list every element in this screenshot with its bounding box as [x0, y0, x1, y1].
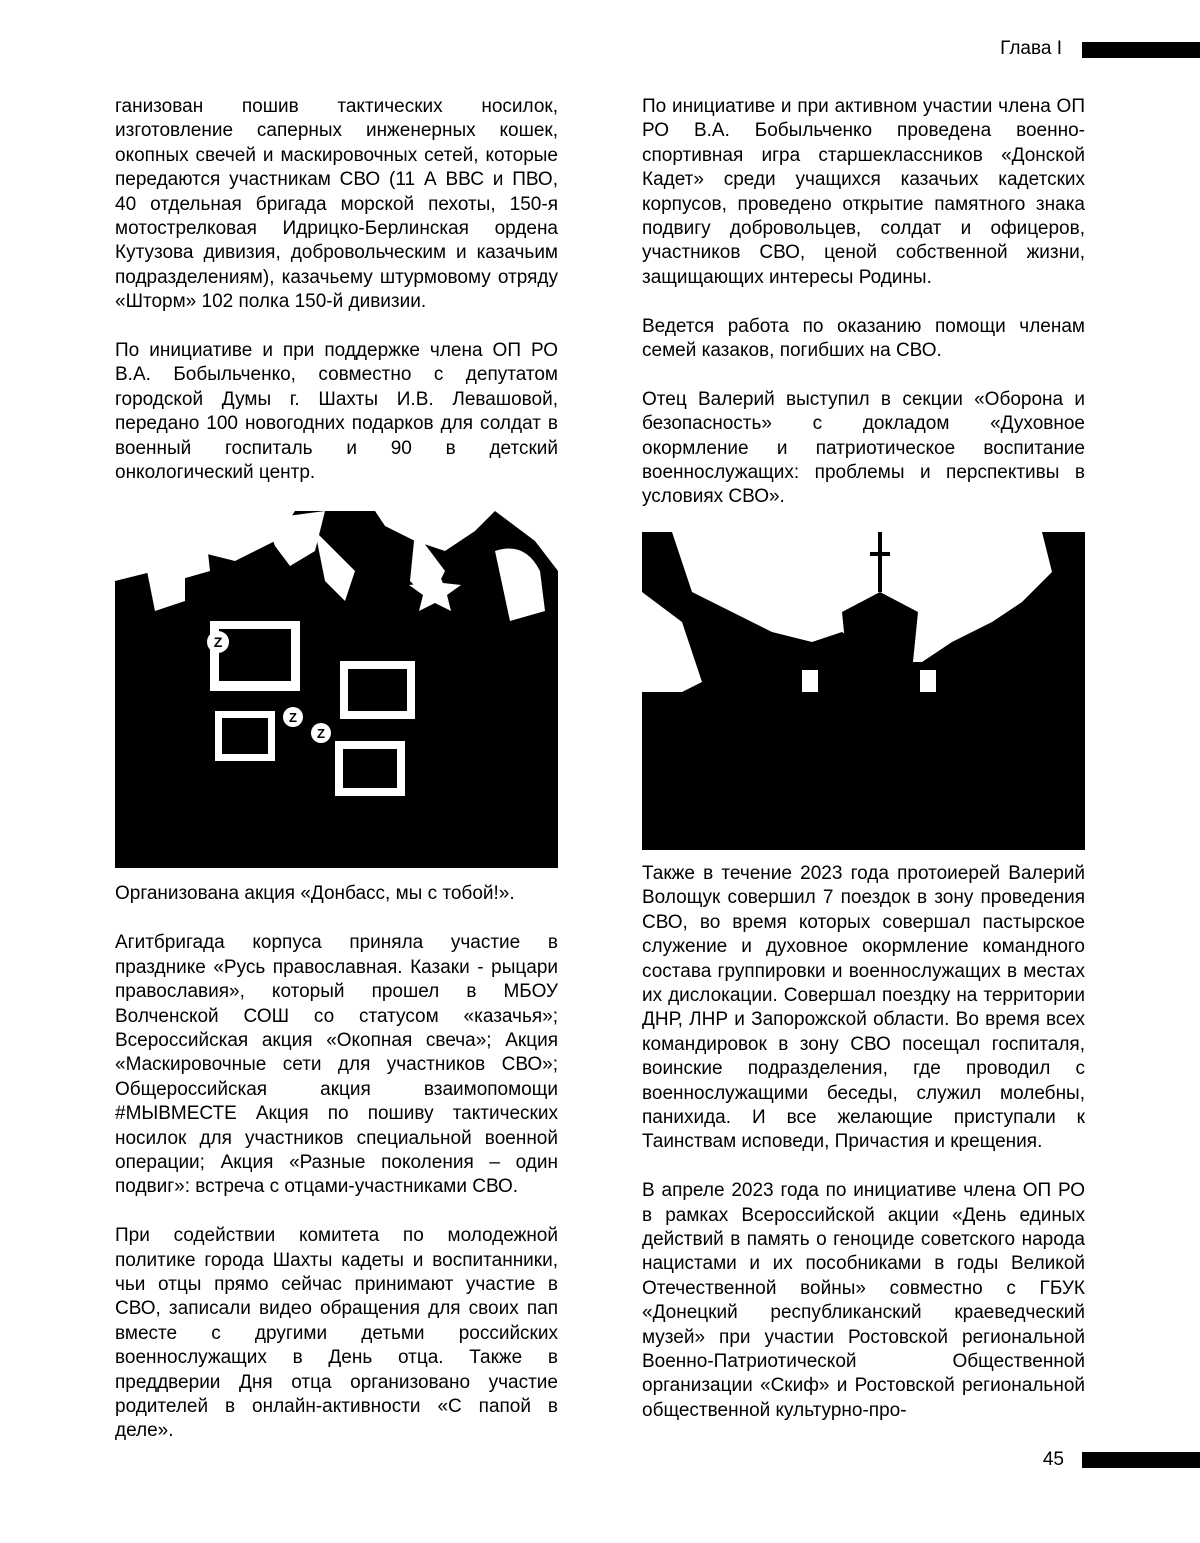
paragraph: По инициативе и при активном участии члена ОП РО В.А. Бобыльченко проведена военно-спортивная игра старшеклассников «Донской Кадет» среди учащихся казачьих кадетских корпусов, проведено открытие памятного знака подвигу добровольцев, солдат и офицеров, участников СВО, ценой собственной жизни, защищающих интересы Родины. [642, 96, 1085, 288]
paragraph: Ведется работа по оказанию помощи членам семей казаков, погибших на СВО. [642, 315, 1085, 362]
page-number: 45 [1042, 1449, 1064, 1470]
photo-caption: Организована акция «Донбасс, мы с тобой!». [115, 883, 515, 905]
paragraph: Агитбригада корпуса приняла участие в празднике «Русь православная. Казаки - рыцари православия», который прошел в МБОУ Волченской СОШ со статусом «казачья»; Всероссийская акция «Окопная свеча»; Акция «Маскировочные сети для участников СВО»; Общероссийская акция взаимопомощи #МЫВМЕСТЕ Акция по пошиву тактических носилок для участников специальной военной операции; Акция «Разные поколения – один подвиг»: встреча с отцами-участниками СВО. [115, 932, 558, 1198]
photo-donbass-action [115, 511, 558, 868]
paragraph: ганизован пошив тактических носилок, изготовление саперных инженерных кошек, окопных свечей и маскировочных сетей, которые передаются участникам СВО (11 А ВВС и ПВО, 40 отдельная бригада морской пехоты, 150-я мотострелковая Идрицко-Берлинская ордена Кутузова дивизия, добровольческим и казачьим подразделениям), казачьему штурмовому отряду «Шторм» 102 полка 150-й дивизии. [115, 96, 558, 313]
photo-memorial-ceremony-image [642, 532, 1085, 850]
chapter-label: Глава I [1000, 38, 1062, 59]
photo-donbass-action-image [115, 511, 558, 868]
z-badge: Z [213, 634, 223, 651]
paragraph: Также в течение 2023 года протоиерей Валерий Волощук совершил 7 поездок в зону проведения СВО, во время которых совершал пастырское служение и духовное окормление командного состава группировки и военнослужащих в местах их дислокации. Совершал поездку на территории ДНР, ЛНР и Запорожской области. Во время всех командировок в зону СВО посещал госпиталя, воинские подразделения, где проводил с военнослужащими беседы, служил молебны, панихида. И все желающие приступали к Таинствам исповеди, Причастия и крещения. [642, 862, 1085, 1153]
photo-memorial-ceremony [642, 532, 1085, 850]
footer-bar [1082, 1452, 1200, 1468]
left-column [115, 95, 558, 1444]
paragraph: Отец Валерий выступил в секции «Оборона и безопасность» с докладом «Духовное окормление и патриотическое воспитание военнослужащих: проблемы и перспективы в условиях СВО». [642, 388, 1085, 508]
right-column [642, 95, 1085, 1423]
header-bar [1082, 42, 1200, 58]
paragraph: В апреле 2023 года по инициативе члена ОП РО в рамках Всероссийской акции «День единых действий в память о геноциде советского народа нацистами и их пособниками в годы Великой Отечественной войны» совместно с ГБУК «Донецкий республиканский краеведческий музей» при участии Ростовской региональной Военно-Патриотической Общественной организации «Скиф» и Ростовской региональной общественной культурно-про- [642, 1180, 1085, 1421]
z-badge: Z [289, 710, 297, 726]
paragraph: При содействии комитета по молодежной политике города Шахты кадеты и воспитанники, чьи отцы прямо сейчас принимают участие в СВО, записали видео обращения для своих пап вместе с другими детьми российских военнослужащих в День отца. Также в преддверии Дня отца организовано участие родителей в онлайн-активности «С папой в деле». [115, 1225, 558, 1442]
paragraph: По инициативе и при поддержке члена ОП РО В.А. Бобыльченко, совместно с депутатом городской Думы г. Шахты И.В. Левашовой, передано 100 новогодних подарков для солдат в военный госпиталь и 90 в детский онкологический центр. [115, 340, 558, 484]
z-badge: Z [317, 726, 325, 742]
